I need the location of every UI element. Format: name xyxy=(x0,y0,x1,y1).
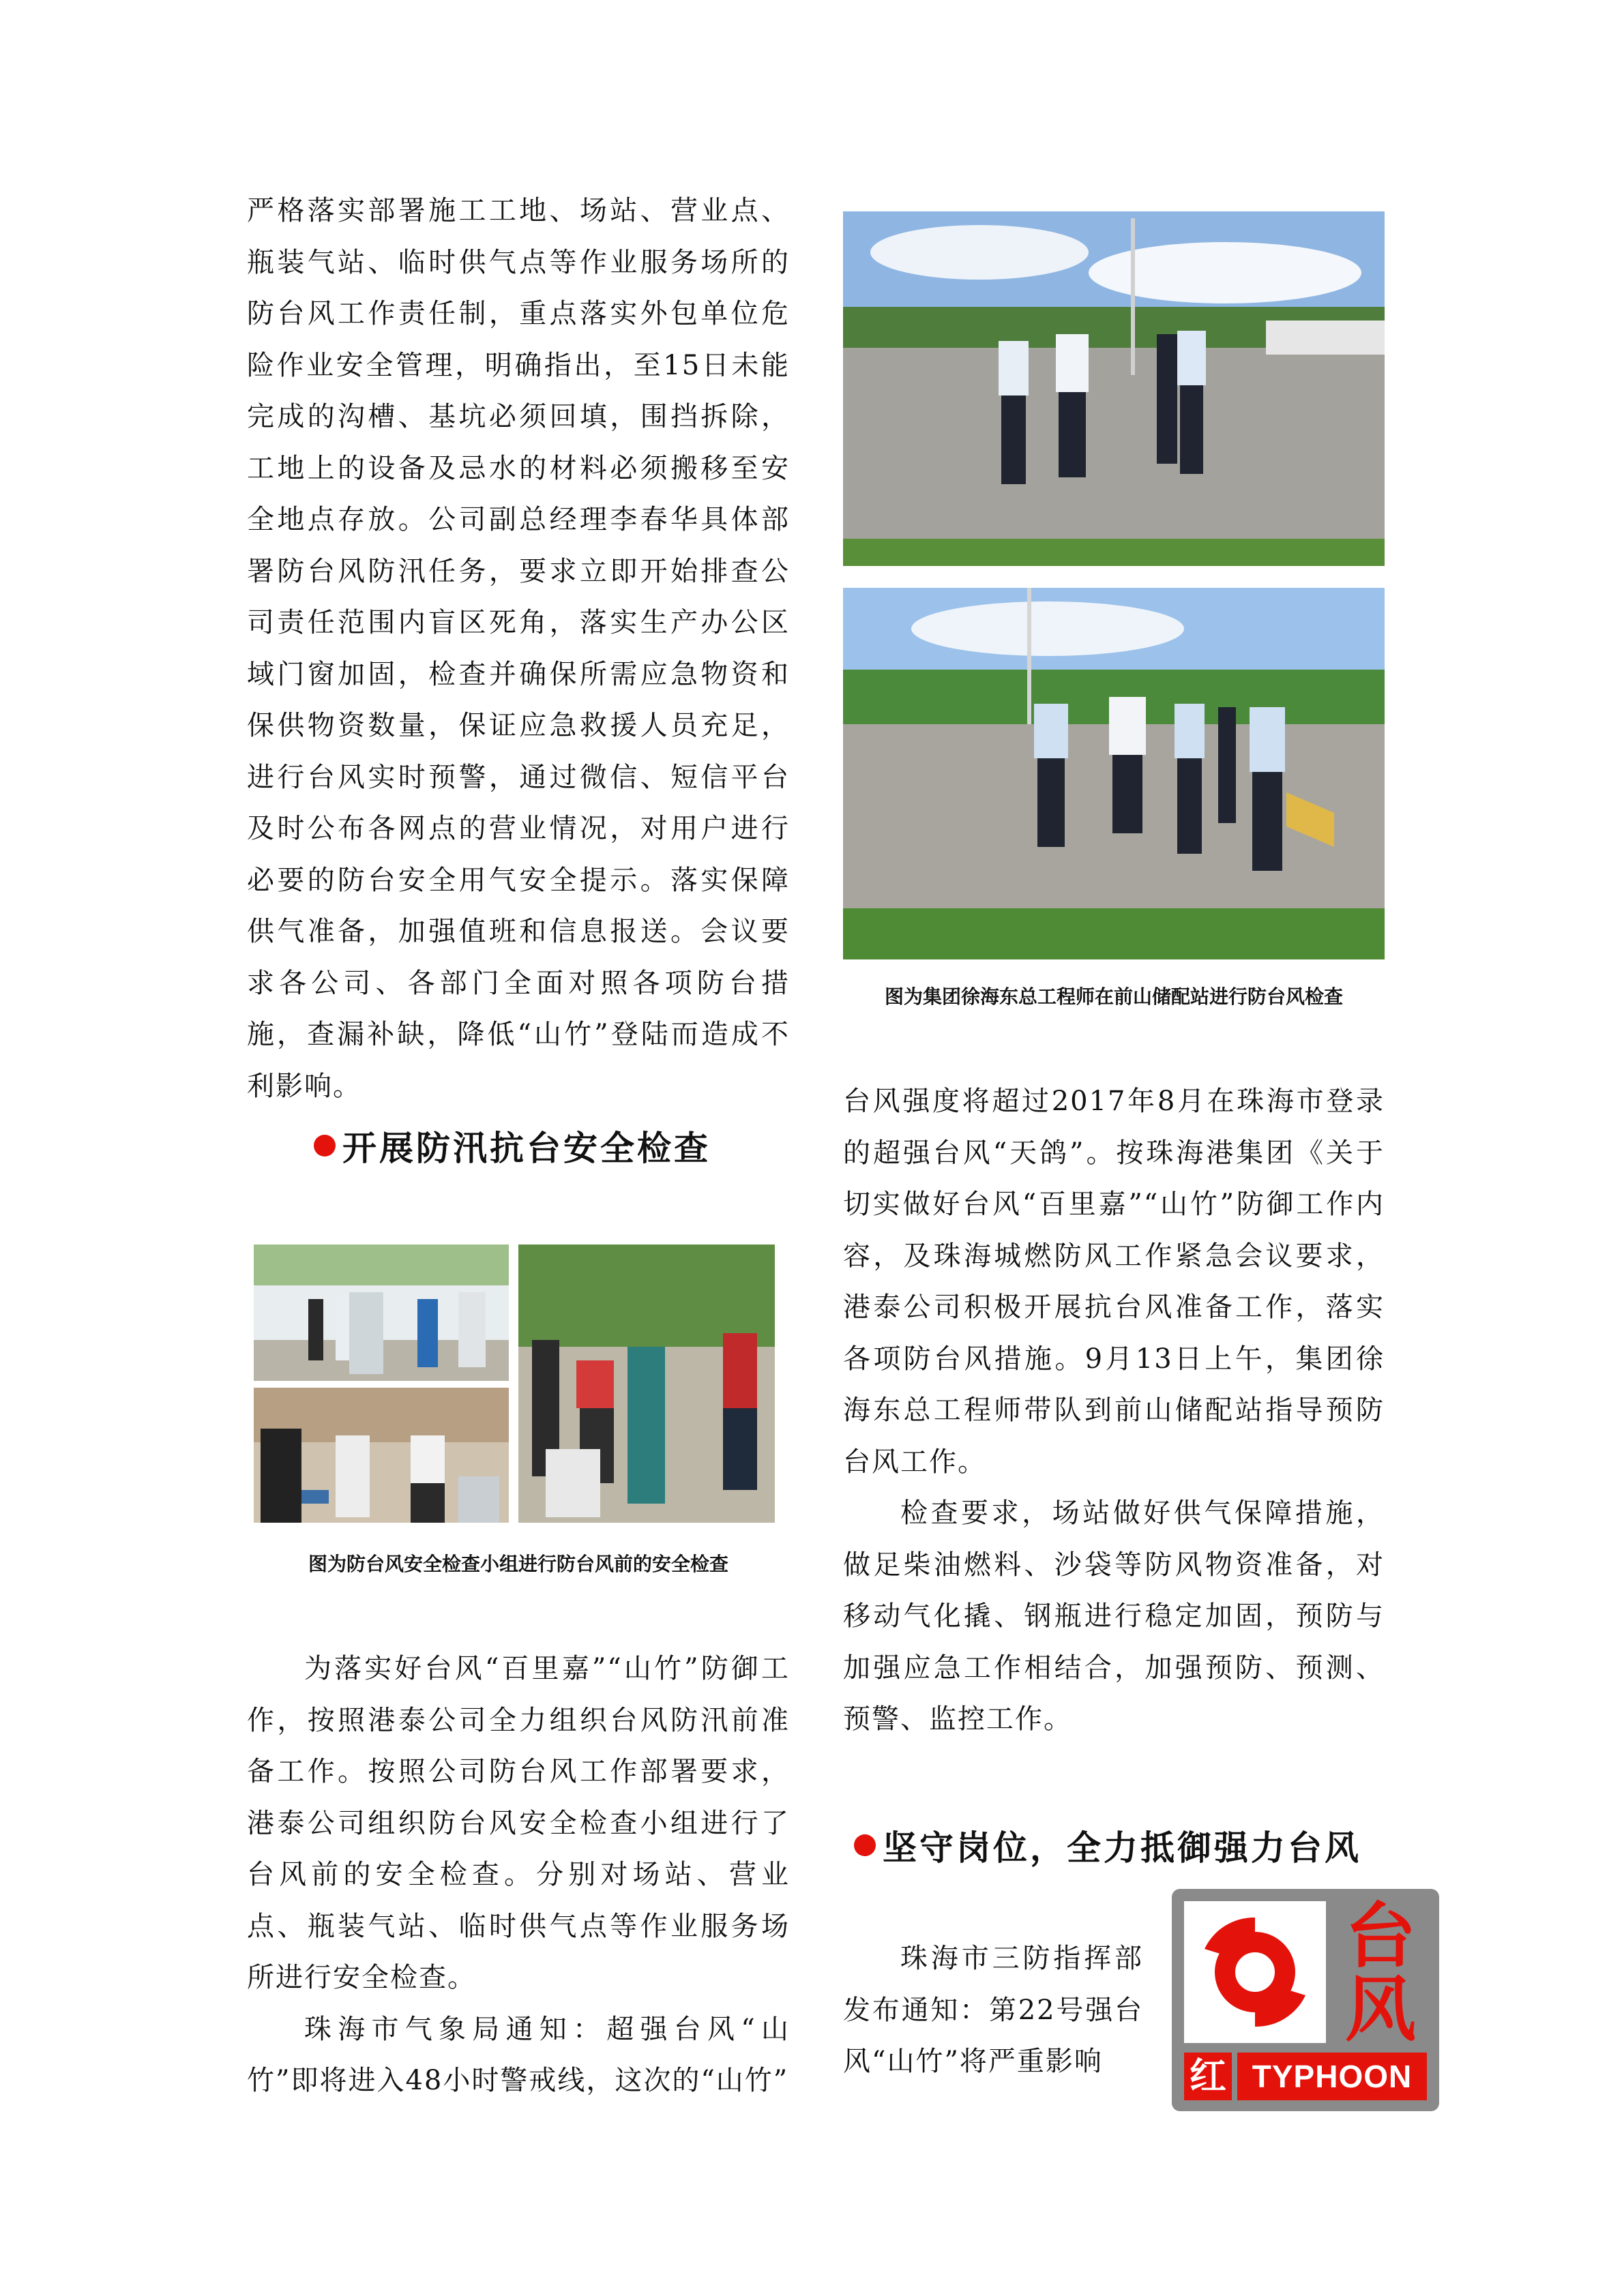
section2-paragraph: 珠海市三防指挥部发布通知：第22号强台风“山竹”将严重影响 xyxy=(843,1943,1143,2077)
right-paragraph-1: 台风强度将超过2017年8月在珠海市登录的超强台风“天鸽”。按珠海港集团《关于切实做好台风“百里嘉”“山竹”防御工作内容，及珠海城燃防风工作紧急会议要求，港泰公司积极开展抗台风准备工作，落实各项防台风措施。9月13日上午，集团徐海东总工程师带队到前山储配站指导预防台风工作。 xyxy=(843,1086,1385,1478)
section1-photo-caption: 图为防台风安全检查小组进行防台风前的安全检查 xyxy=(308,1553,728,1575)
safety-check-photo-3 xyxy=(254,1388,509,1523)
section2-title: 坚守岗位，全力抵御强力台风 xyxy=(883,1828,1361,1868)
section1-paragraph-2: 珠海市气象局通知：超强台风“山竹”即将进入48小时警戒线，这次的“山竹” xyxy=(247,2013,790,2096)
red-bullet-icon xyxy=(854,1834,876,1856)
section2-heading xyxy=(854,1821,1361,1870)
typhoon-red-warning-sign xyxy=(1172,1889,1439,2111)
inspection-photo-caption: 图为集团徐海东总工程师在前山储配站进行防台风检查 xyxy=(884,985,1343,1008)
right-paragraph-2: 检查要求，场站做好供气保障措施，做足柴油燃料、沙袋等防风物资准备，对移动气化撬、钢瓶进行稳定加固，预防与加强应急工作相结合，加强预防、预测、预警、监控工作。 xyxy=(843,1497,1385,1735)
red-bullet-icon xyxy=(314,1135,336,1157)
section1-text xyxy=(247,1643,790,2107)
left-intro-text xyxy=(247,185,790,1112)
typhoon-symbol-panel xyxy=(1184,1901,1326,2043)
section1-heading xyxy=(314,1121,711,1170)
inspection-photo-top xyxy=(843,211,1385,566)
inspection-photo-bottom xyxy=(843,588,1385,959)
typhoon-char-top: 台 xyxy=(1344,1894,1416,1978)
section1-title: 开展防汛抗台安全检查 xyxy=(342,1129,711,1168)
typhoon-swirl-icon xyxy=(1184,1901,1326,2043)
right-text xyxy=(843,1076,1385,1746)
safety-check-photo-2 xyxy=(518,1244,775,1523)
section1-paragraph-1: 为落实好台风“百里嘉”“山竹”防御工作，按照港泰公司全力组织台风防汛前准备工作。按照公司防台风工作部署要求，港泰公司组织防台风安全检查小组进行了台风前的安全检查。分别对场站、营业点、瓶装气站、临时供气点等作业服务场所进行安全检查。 xyxy=(247,1653,790,1993)
typhoon-char-mid: 风 xyxy=(1344,1968,1416,2051)
section2-text xyxy=(843,1933,1143,2088)
typhoon-word-label: TYPHOON xyxy=(1237,2053,1427,2100)
typhoon-red-label: 红 xyxy=(1184,2053,1232,2100)
safety-check-photo-1 xyxy=(254,1244,509,1381)
left-intro-paragraph: 严格落实部署施工工地、场站、营业点、瓶装气站、临时供气点等作业服务场所的防台风工作责任制，重点落实外包单位危险作业安全管理，明确指出，至15日未能完成的沟槽、基坑必须回填，围挡拆除，工地上的设备及忌水的材料必须搬移至安全地点存放。公司副总经理李春华具体部署防台风防汛任务，要求立即开始排查公司责任范围内盲区死角，落实生产办公区域门窗加固，检查并确保所需应急物资和保供物资数量，保证应急救援人员充足，进行台风实时预警，通过微信、短信平台及时公布各网点的营业情况，对用户进行必要的防台安全用气安全提示。落实保障供气准备，加强值班和信息报送。会议要求各公司、各部门全面对照各项防台措施，查漏补缺，降低“山竹”登陆而造成不利影响。 xyxy=(247,195,790,1102)
